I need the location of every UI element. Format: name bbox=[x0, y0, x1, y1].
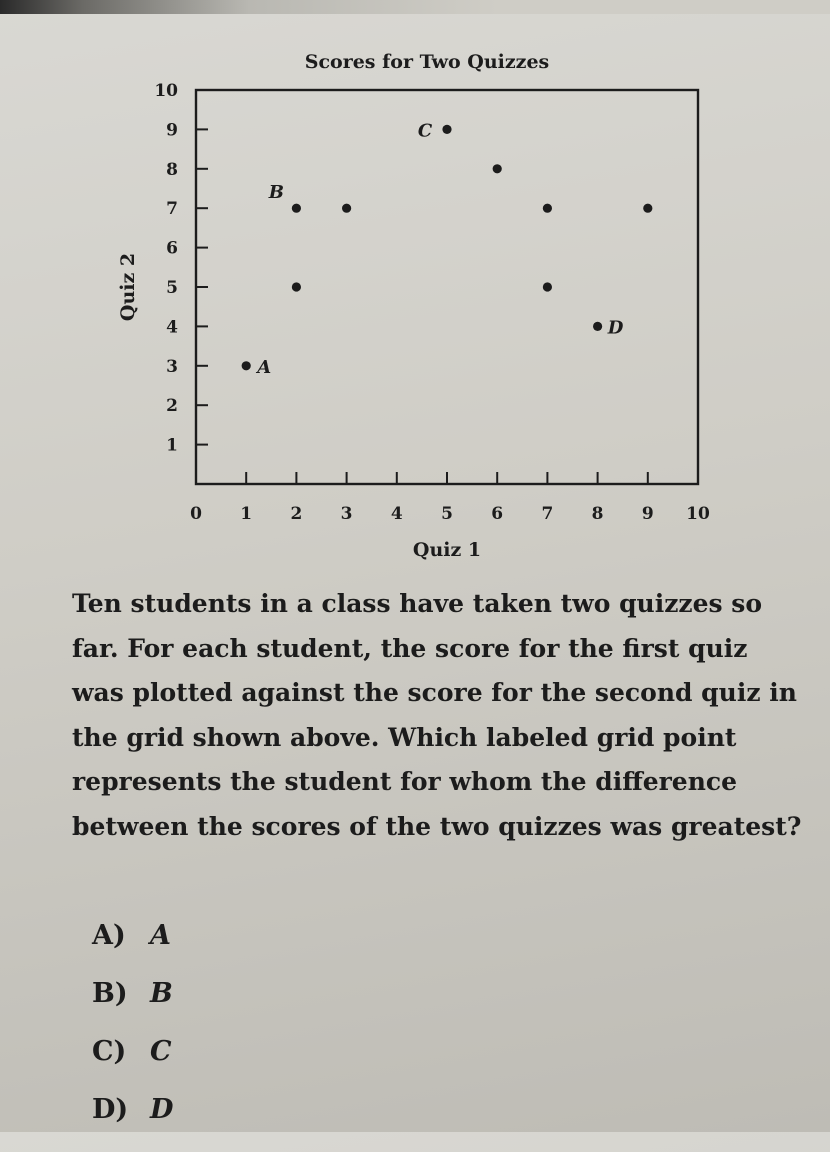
data-point bbox=[292, 204, 301, 213]
point-label: B bbox=[268, 182, 285, 204]
choice-value: D bbox=[150, 1094, 174, 1125]
x-tick-label: 5 bbox=[441, 504, 453, 524]
point-label: C bbox=[417, 120, 433, 142]
y-tick-label: 8 bbox=[166, 159, 178, 180]
x-tick-label: 4 bbox=[390, 504, 403, 524]
data-point bbox=[442, 125, 451, 134]
y-tick-label: 4 bbox=[166, 317, 178, 338]
answer-choices bbox=[92, 920, 173, 1152]
data-point bbox=[543, 204, 552, 213]
x-tick-label: 8 bbox=[591, 504, 604, 524]
x-tick-label: 10 bbox=[686, 504, 710, 524]
y-tick-label: 10 bbox=[154, 81, 178, 101]
choice-b[interactable] bbox=[92, 978, 173, 1036]
data-point bbox=[493, 164, 502, 173]
data-point bbox=[543, 282, 552, 291]
x-tick-label: 1 bbox=[240, 504, 253, 524]
y-axis-title: Quiz 2 bbox=[117, 252, 139, 322]
choice-value: B bbox=[150, 978, 173, 1009]
choice-letter: A) bbox=[92, 920, 126, 951]
choice-c[interactable] bbox=[92, 1036, 173, 1094]
y-tick-label: 7 bbox=[166, 199, 178, 220]
data-point bbox=[292, 282, 301, 291]
choice-letter: C) bbox=[92, 1036, 127, 1067]
x-tick-label: 2 bbox=[290, 504, 303, 524]
data-point bbox=[643, 204, 652, 213]
choice-d[interactable] bbox=[92, 1094, 173, 1152]
choice-letter: B) bbox=[92, 978, 128, 1009]
y-tick-label: 2 bbox=[166, 396, 178, 417]
x-axis-title: Quiz 1 bbox=[412, 539, 482, 561]
y-tick-label: 1 bbox=[166, 435, 178, 456]
choice-a[interactable] bbox=[92, 920, 173, 978]
y-tick-label: 6 bbox=[166, 238, 178, 259]
data-point bbox=[593, 322, 602, 331]
x-tick-label: 7 bbox=[541, 504, 554, 524]
scatter-chart bbox=[0, 0, 830, 570]
data-point bbox=[342, 204, 351, 213]
x-tick-label: 0 bbox=[190, 504, 202, 524]
y-tick-label: 9 bbox=[166, 120, 178, 141]
choice-value: A bbox=[150, 920, 171, 951]
y-tick-label: 5 bbox=[166, 278, 178, 298]
y-tick-label: 3 bbox=[166, 356, 178, 377]
x-tick-label: 3 bbox=[340, 504, 353, 524]
choice-letter: D) bbox=[92, 1094, 129, 1125]
plot-frame bbox=[196, 90, 698, 484]
point-label: D bbox=[607, 317, 624, 339]
chart-title: Scores for Two Quizzes bbox=[304, 51, 550, 73]
question-text: Ten students in a class have taken two quizzes so far. For each student, the score for the first quiz was plotted against the score for the second quiz in the grid shown above. Which labeled grid point represents the student for whom the difference between the scores of the two quizzes was greatest? bbox=[72, 589, 802, 841]
data-point bbox=[242, 361, 251, 370]
point-label: A bbox=[257, 356, 272, 378]
choice-value: C bbox=[150, 1036, 172, 1067]
x-tick-label: 6 bbox=[491, 504, 504, 524]
x-tick-label: 9 bbox=[641, 504, 654, 524]
